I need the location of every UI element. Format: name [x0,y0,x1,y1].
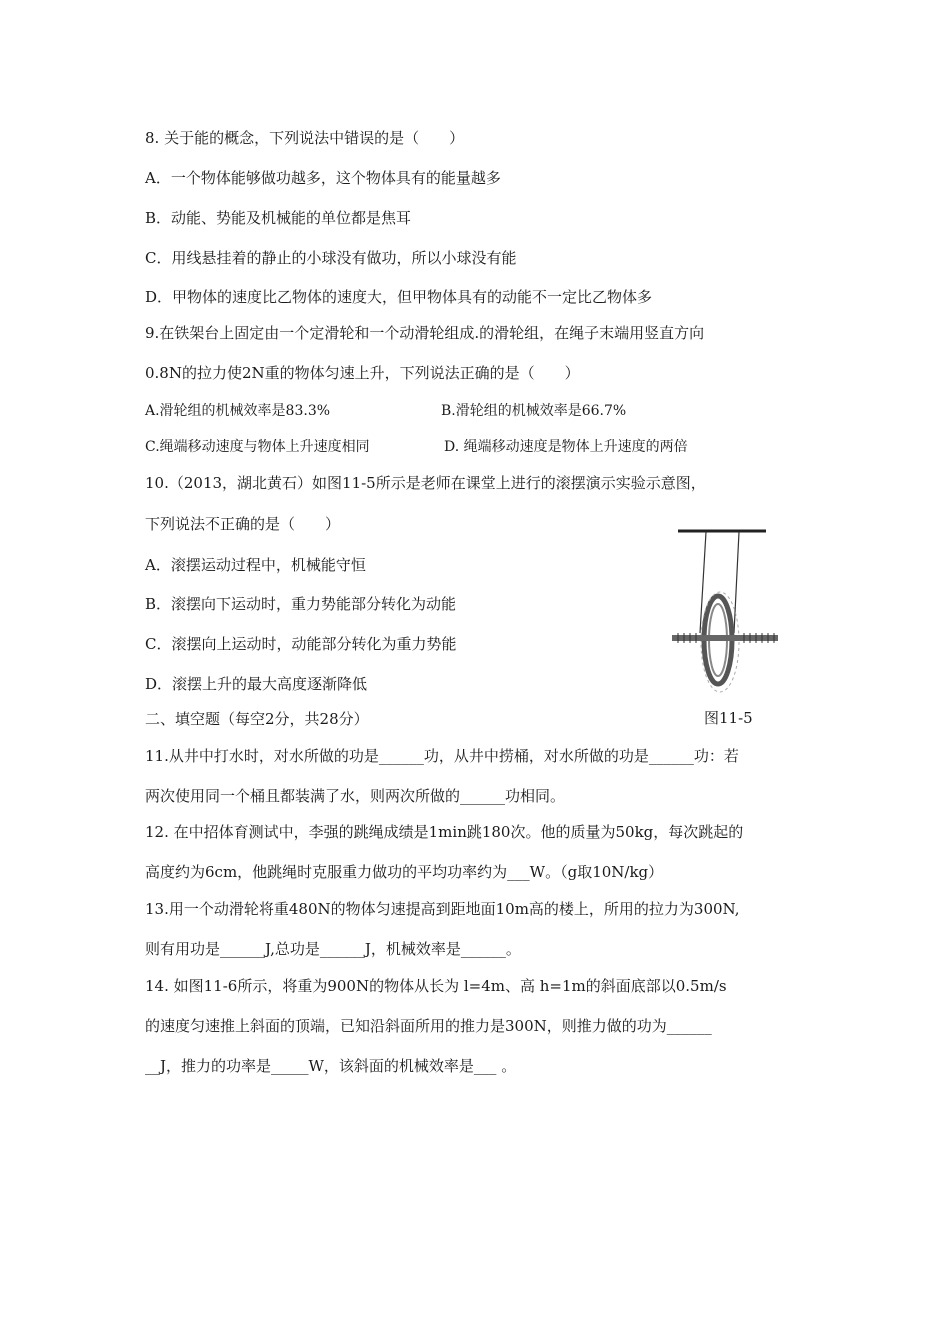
rolling-pendulum-figure [668,525,788,705]
q13-line1: 13.用一个动滑轮将重480N的物体匀速提高到距地面10m高的楼上，所用的拉力为300N, [145,900,740,918]
q9-stem-line2: 0.8N的拉力使2N重的物体匀速上升，下列说法正确的是（ ） [145,364,580,382]
q10-option-a: A．滚摆运动过程中，机械能守恒 [145,556,366,574]
q11-line1: 11.从井中打水时，对水所做的功是______功，从井中捞桶，对水所做的功是______功：若 [145,747,739,765]
q9-option-a: A.滑轮组的机械效率是83.3% [145,403,331,419]
q14-line3: __J，推力的功率是_____W，该斜面的机械效率是___ 。 [145,1057,517,1075]
q8-option-c: C．用线悬挂着的静止的小球没有做功，所以小球没有能 [145,249,517,267]
q14-line2: 的速度匀速推上斜面的顶端，已知沿斜面所用的推力是300N，则推力做的功为______ [145,1017,712,1035]
q9-option-c: C.绳端移动速度与物体上升速度相同 [145,439,370,455]
section-heading-fill-in: 二、填空题（每空2分，共28分） [145,710,369,728]
q13-line2: 则有用功是______J,总功是______J，机械效率是______。 [145,940,521,958]
q8-option-a: A．一个物体能够做功越多，这个物体具有的能量越多 [145,169,501,187]
q12-line2: 高度约为6cm，他跳绳时克服重力做功的平均功率约为___W。（g取10N/kg） [145,863,664,881]
q10-option-c: C．滚摆向上运动时，动能部分转化为重力势能 [145,635,457,653]
q11-line2: 两次使用同一个桶且都装满了水，则两次所做的______功相同。 [145,787,566,805]
q9-option-b: B.滑轮组的机械效率是66.7% [441,403,627,419]
q9-stem-line1: 9.在铁架台上固定由一个定滑轮和一个动滑轮组成.的滑轮组，在绳子末端用竖直方向 [145,324,705,342]
figure-caption: 图11-5 [704,709,753,727]
right-string [734,532,739,633]
q12-line1: 12. 在中招体育测试中，李强的跳绳成绩是1min跳180次。他的质量为50kg，每次跳起的 [145,823,744,841]
q10-stem-line2: 下列说法不正确的是（ ） [145,515,341,533]
q8-stem: 8. 关于能的概念，下列说法中错误的是（ ） [145,129,465,147]
q14-line1: 14. 如图11-6所示，将重为900N的物体从长为 l=4m、高 h=1m的斜面底部以0.5m/s [145,977,727,995]
q10-option-d: D．滚摆上升的最大高度逐渐降低 [145,675,368,693]
q9-option-d: D. 绳端移动速度是物体上升速度的两倍 [444,439,688,455]
q8-option-d: D．甲物体的速度比乙物体的速度大，但甲物体具有的动能不一定比乙物体多 [145,288,653,306]
q10-option-b: B．滚摆向下运动时，重力势能部分转化为动能 [145,595,457,613]
q8-option-b: B．动能、势能及机械能的单位都是焦耳 [145,209,412,227]
q10-stem-line1: 10.（2013，湖北黄石）如图11-5所示是老师在课堂上进行的滚摆演示实验示意图， [145,474,706,492]
